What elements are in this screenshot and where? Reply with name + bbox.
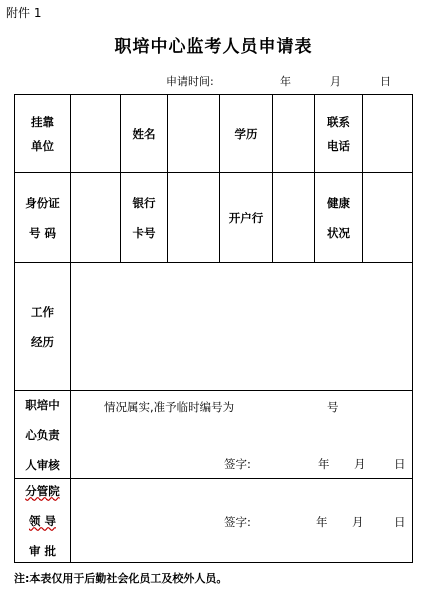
work-label-line-2: 经历 (31, 334, 54, 349)
attachment-label: 附件 1 (6, 6, 42, 20)
table-line (14, 562, 413, 563)
unit-value[interactable] (71, 95, 120, 172)
review-month: 月 (354, 457, 366, 471)
unit-label-line-2: 单位 (31, 138, 54, 153)
center-review-label-line-3: 人审核 (25, 457, 60, 472)
approval-sign-label: 签字: (224, 515, 251, 529)
approval-day: 日 (394, 515, 406, 529)
date-year: 年 (280, 75, 291, 88)
id-number-value[interactable] (71, 173, 120, 262)
work-label-line-1: 工作 (31, 304, 54, 319)
approval-year: 年 (316, 515, 328, 529)
phone-label (315, 95, 362, 172)
center-review-label-line-2: 心负责 (25, 427, 60, 442)
table-line (14, 478, 413, 479)
bank-card-label (121, 173, 167, 262)
id-number-label (15, 173, 70, 262)
education-label: 学历 (234, 126, 258, 141)
table-line (412, 94, 413, 563)
date-month: 月 (330, 75, 341, 88)
phone-label-line-1: 联系 (327, 114, 350, 129)
bank-branch-value[interactable] (273, 173, 314, 262)
education-value[interactable] (273, 95, 314, 172)
leader-approval-label-line-3: 审 批 (28, 543, 56, 558)
id-label-line-2: 号 码 (28, 225, 56, 240)
unit-label-line-1: 挂靠 (31, 114, 54, 129)
review-day: 日 (394, 457, 406, 471)
center-review-label (15, 391, 70, 478)
id-label-line-1: 身份证 (25, 195, 60, 210)
bank-branch-label: 开户行 (228, 210, 264, 225)
leader-approval-label-line-2: 领 导 (28, 513, 56, 528)
date-day: 日 (380, 75, 391, 88)
page-title: 职培中心监考人员申请表 (114, 37, 313, 57)
unit-label (15, 95, 70, 172)
review-statement: 情况属实,准予临时编号为 (104, 400, 235, 414)
bank-label-line-1: 银行 (132, 195, 156, 210)
date-label: 申请时间: (166, 75, 214, 88)
phone-label-line-2: 电话 (327, 138, 350, 153)
leader-approval-label (15, 479, 70, 562)
review-sign-label: 签字: (224, 457, 251, 471)
name-value[interactable] (168, 95, 219, 172)
health-label-line-2: 状况 (327, 225, 350, 240)
bank-card-value[interactable] (168, 173, 219, 262)
phone-value[interactable] (363, 95, 412, 172)
table-line (14, 390, 413, 391)
work-experience-value[interactable] (71, 263, 412, 390)
health-label (315, 173, 362, 262)
health-label-line-1: 健康 (327, 195, 350, 210)
leader-approval-label-line-1: 分管院 (25, 483, 60, 498)
center-review-label-line-1: 职培中 (25, 397, 60, 412)
name-label: 姓名 (132, 126, 156, 141)
footer-note: 注:本表仅用于后勤社会化员工及校外人员。 (14, 572, 228, 585)
health-value[interactable] (363, 173, 412, 262)
review-year: 年 (318, 457, 330, 471)
bank-label-line-2: 卡号 (132, 225, 156, 240)
approval-month: 月 (352, 515, 364, 529)
review-number-suffix: 号 (327, 400, 339, 414)
work-experience-label (15, 263, 70, 390)
